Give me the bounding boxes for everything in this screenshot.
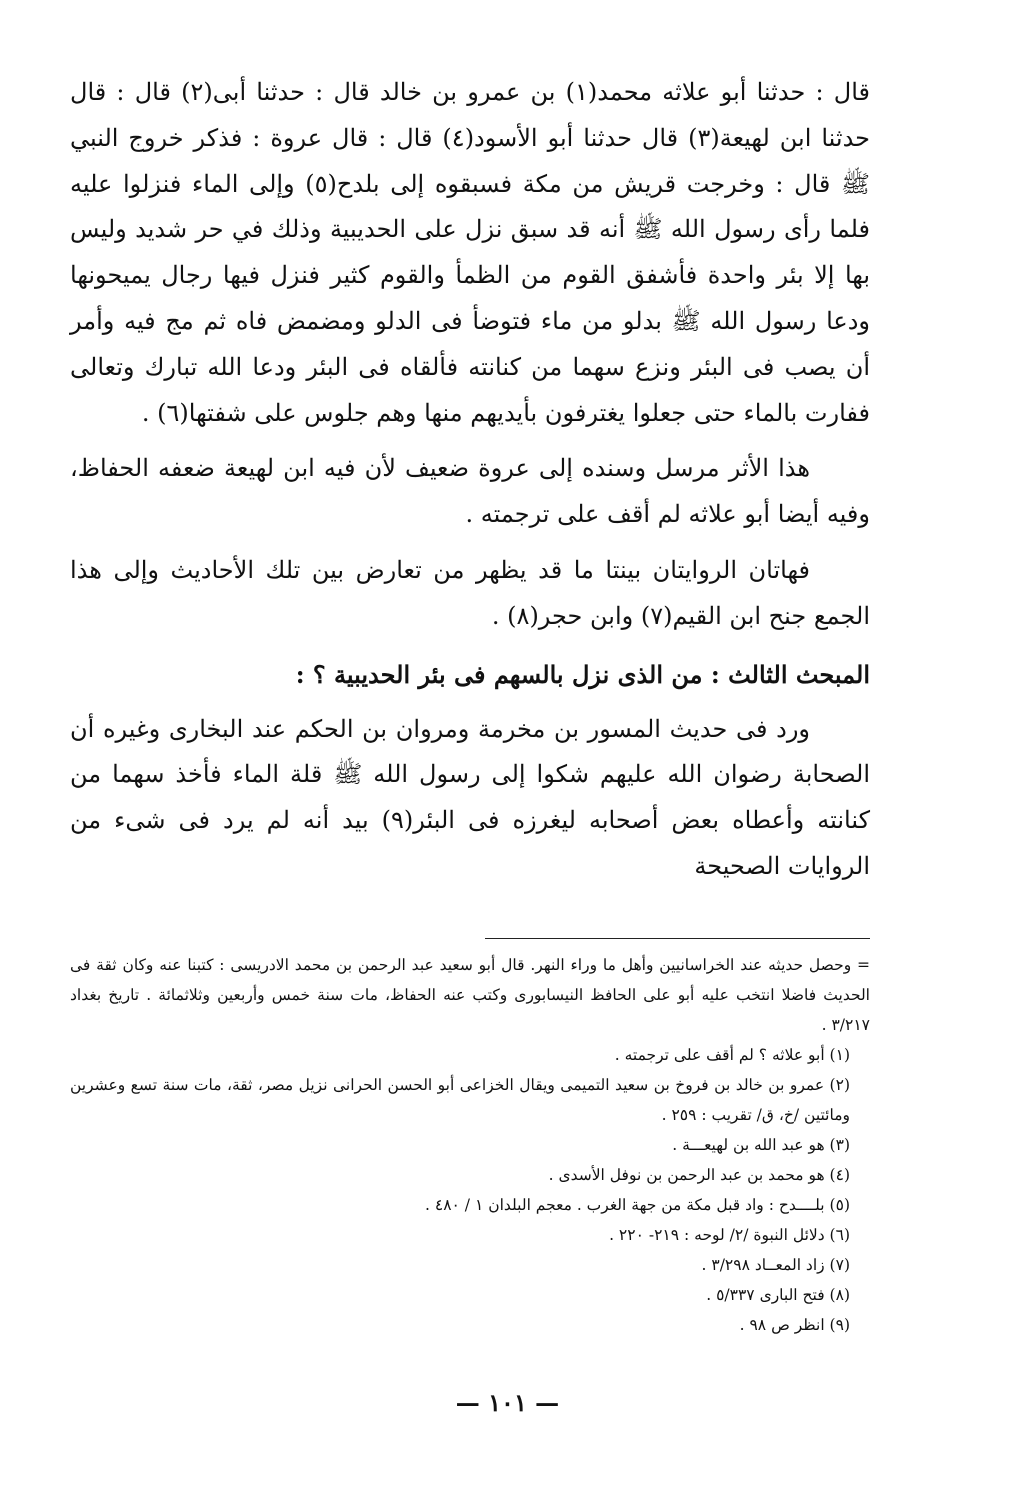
page-number: — ١٠١ — [455, 1388, 560, 1417]
paragraph-narration: قال : حدثنا أبو علاثه محمد(١) بن عمرو بن خالد قال : حدثنا أبى(٢) قال : قال حدثنا ابن لهيعة(٣) قال حدثنا أبو الأسود(٤) قال : قال عروة : فذكر خروج النبي ﷺ قال : وخرجت قريش من مكة فسبقوه إلى بلدح(٥) وإلى الماء فنزلوا عليه فلما رأى رسول الله ﷺ أنه قد سبق نزل على الحديبية وذلك في حر شديد وليس بها إلا بئر واحدة فأشفق القوم من الظمأ والقوم كثير فنزل فيها رجال يميحونها ودعا رسول الله ﷺ بدلو من ماء فتوضأ فى الدلو ومضمض فاه ثم مج فيه وأمر أن يصب فى البئر ونزع سهما من كنانته فألقاه فى البئر ودعا الله تبارك وتعالى ففارت بالماء حتى جعلوا يغترفون بأيديهم منها وهم جلوس على شفتها(٦) . [70, 78, 870, 427]
footnote-9: (٩) انظر ص ٩٨ . [739, 1316, 850, 1334]
footnote-7: (٧) زاد المعــاد ٣/٢٩٨ . [701, 1256, 850, 1274]
footnote-divider [485, 938, 870, 939]
footnotes [70, 950, 870, 1340]
footnote-5: (٥) بلــــدح : واد قبل مكة من جهة الغرب . معجم البلدان ١ / ٤٨٠ . [425, 1196, 850, 1214]
paragraph-section-body: ورد فى حديث المسور بن مخرمة ومروان بن الحكم عند البخارى وغيره أن الصحابة رضوان الله عليهم شكوا إلى رسول الله ﷺ قلة الماء فأخذ سهما من كنانته وأعطاه بعض أصحابه ليغرزه فى البئر(٩) بيد أنه لم يرد فى شىء من الروايات الصحيحة [70, 714, 870, 880]
footnote-2: (٢) عمرو بن خالد بن فروخ بن سعيد التميمى ويقال الخزاعى أبو الحسن الحرانى نزيل مصر، ثقة، مات سنة تسع وعشرين ومائتين /خ، ق/ تقريب : ٢٥٩ . [70, 1076, 850, 1124]
footnote-3: (٣) هو عبد الله بن لهيعـــة . [672, 1136, 850, 1154]
main-text [70, 70, 870, 890]
paragraph-assessment: هذا الأثر مرسل وسنده إلى عروة ضعيف لأن فيه ابن لهيعة ضعفه الحفاظ، وفيه أيضا أبو علاثه لم أقف على ترجمته . [70, 454, 870, 529]
footnote-list [70, 1040, 870, 1340]
footnote-6: (٦) دلائل النبوة /٢/ لوحه : ٢١٩- ٢٢٠ . [609, 1226, 850, 1244]
section-heading: المبحث الثالث : من الذى نزل بالسهم فى بئر الحديبية ؟ : [295, 659, 870, 689]
paragraph-reconciliation: فهاتان الروايتان بينتا ما قد يظهر من تعارض بين تلك الأحاديث وإلى هذا الجمع جنح ابن القيم(٧) وابن حجر(٨) . [70, 555, 870, 630]
footnote-4: (٤) هو محمد بن عبد الرحمن بن نوفل الأسدى . [548, 1166, 850, 1184]
footnote-continuation: = وحصل حديثه عند الخراسانيين وأهل ما وراء النهر. قال أبو سعيد عبد الرحمن بن محمد الادريسى : كتبنا عنه وكان ثقة فى الحديث فاضلا انتخب عليه أبو على الحافظ النيسابورى وكتب عنه الحفاظ، مات سنة خمس وأربعين وثلاثمائة . تاريخ بغداد ٣/٢١٧ . [70, 956, 870, 1034]
footnote-1: (١) أبو علاثه ؟ لم أقف على ترجمته . [614, 1046, 850, 1064]
footnote-8: (٨) فتح البارى ٥/٣٣٧ . [706, 1286, 850, 1304]
